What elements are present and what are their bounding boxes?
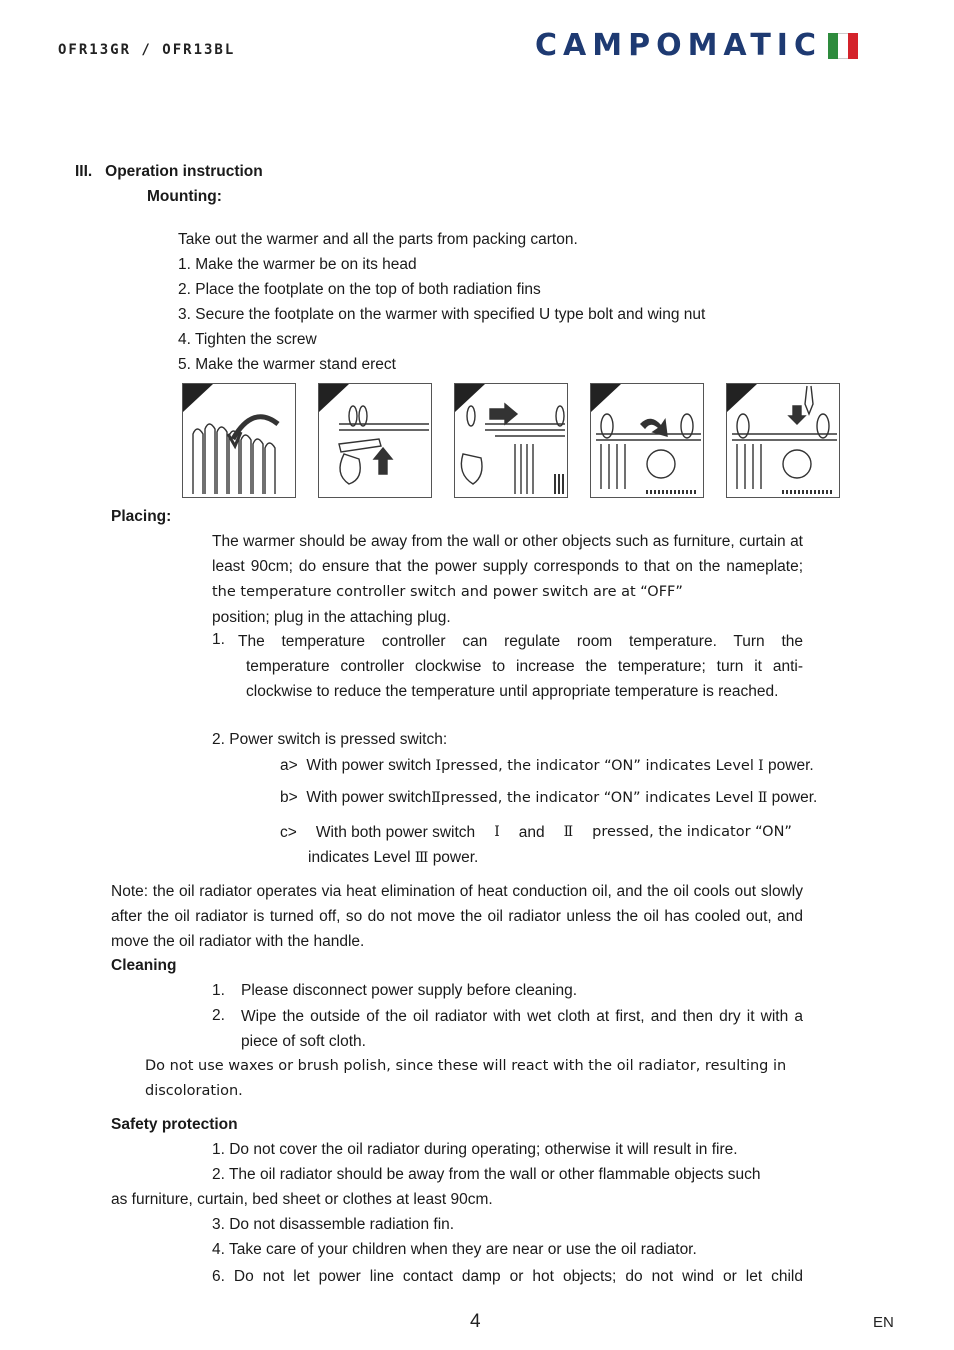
placing-intro-c: position; plug in the attaching plug. bbox=[212, 609, 451, 626]
placing-heading: Placing: bbox=[111, 508, 172, 525]
switch-option-b: b> With power switchⅡpressed, the indicator “ON” indicates Level Ⅱ power. bbox=[280, 789, 818, 806]
section-title: Operation instruction bbox=[105, 163, 263, 180]
mounting-step: 5. Make the warmer stand erect bbox=[178, 356, 396, 373]
placing-item2: 2. Power switch is pressed switch: bbox=[212, 731, 448, 748]
italian-flag-icon bbox=[828, 33, 858, 59]
logo-text: CAMPOMATIC bbox=[535, 28, 822, 63]
cleaning-1: Please disconnect power supply before cleaning. bbox=[241, 982, 578, 999]
footplate-placement-icon bbox=[318, 383, 432, 498]
cleaning-1-number: 1. bbox=[212, 982, 225, 999]
mounting-step: 3. Secure the footplate on the warmer with specified U type bolt and wing nut bbox=[178, 306, 706, 323]
cleaning-2: Wipe the outside of the oil radiator with wet cloth at first, and then dry it with a piece of soft cloth. bbox=[241, 1008, 803, 1050]
model-number: OFR13GR / OFR13BL bbox=[58, 42, 236, 58]
placing-item1-number: 1. bbox=[212, 631, 225, 648]
safety-item: 2. The oil radiator should be away from the wall or other flammable objects such bbox=[212, 1166, 761, 1183]
brand-logo bbox=[535, 28, 858, 64]
u-bolt-secure-icon bbox=[454, 383, 568, 498]
mounting-step: 4. Tighten the screw bbox=[178, 331, 317, 348]
switch-option-a: a> With power switch Ⅰpressed, the indicator “ON” indicates Level Ⅰ power. bbox=[280, 757, 814, 774]
mounting-heading: Mounting: bbox=[147, 188, 222, 205]
stand-erect-icon bbox=[726, 383, 840, 498]
mounting-step: 1. Make the warmer be on its head bbox=[178, 256, 417, 273]
safety-item: 1. Do not cover the oil radiator during operating; otherwise it will result in fire. bbox=[212, 1141, 738, 1158]
screw-tighten-icon bbox=[590, 383, 704, 498]
note-paragraph: Note: the oil radiator operates via heat elimination of heat conduction oil, and the oil cools out slowly after the oil radiator is turned off, so do not move the oil radiator unless the oil has cooled out, and move the oil radiator with the handle. bbox=[111, 883, 803, 950]
switch-option-c: c> With both power switch Ⅰ and Ⅱ pressed, the indicator “ON” bbox=[280, 824, 792, 841]
section-heading bbox=[75, 163, 263, 181]
section-number: III. bbox=[75, 163, 93, 180]
safety-item: 4. Take care of your children when they are near or use the oil radiator. bbox=[212, 1241, 697, 1258]
placing-intro-a: The warmer should be away from the wall or other objects such as furniture, curtain at least 90cm; do ensure that the power supply corresponds to that on the nameplate; bbox=[212, 533, 803, 575]
safety-item-cont: as furniture, curtain, bed sheet or clothes at least 90cm. bbox=[111, 1191, 493, 1208]
page-number: 4 bbox=[470, 1311, 481, 1332]
cleaning-warning: Do not use waxes or brush polish, since these will react with the oil radiator, resulting in discoloration. bbox=[145, 1058, 787, 1099]
placing-intro-b: the temperature controller switch and power switch are at “OFF” bbox=[212, 584, 683, 600]
safety-item: 3. Do not disassemble radiation fin. bbox=[212, 1216, 455, 1233]
placing-intro bbox=[212, 529, 803, 630]
cleaning-heading: Cleaning bbox=[111, 957, 177, 974]
cleaning-2-number: 2. bbox=[212, 1007, 225, 1024]
language-code: EN bbox=[873, 1314, 894, 1331]
safety-heading: Safety protection bbox=[111, 1116, 238, 1133]
radiator-upside-down-icon bbox=[182, 383, 296, 498]
mounting-intro: Take out the warmer and all the parts from packing carton. bbox=[178, 231, 578, 248]
switch-option-c-cont: indicates Level Ⅲ power. bbox=[308, 849, 479, 866]
placing-item1-first: The temperature controller can regulate room temperature. Turn the bbox=[238, 633, 803, 650]
placing-item1-rest: temperature controller clockwise to increase the temperature; turn it anti-clockwise to reduce the temperature until appropriate temperature is reached. bbox=[246, 658, 803, 700]
safety-item: 6. Do not let power line contact damp or hot objects; do not wind or let child bbox=[212, 1268, 803, 1285]
mounting-step: 2. Place the footplate on the top of both radiation fins bbox=[178, 281, 541, 298]
